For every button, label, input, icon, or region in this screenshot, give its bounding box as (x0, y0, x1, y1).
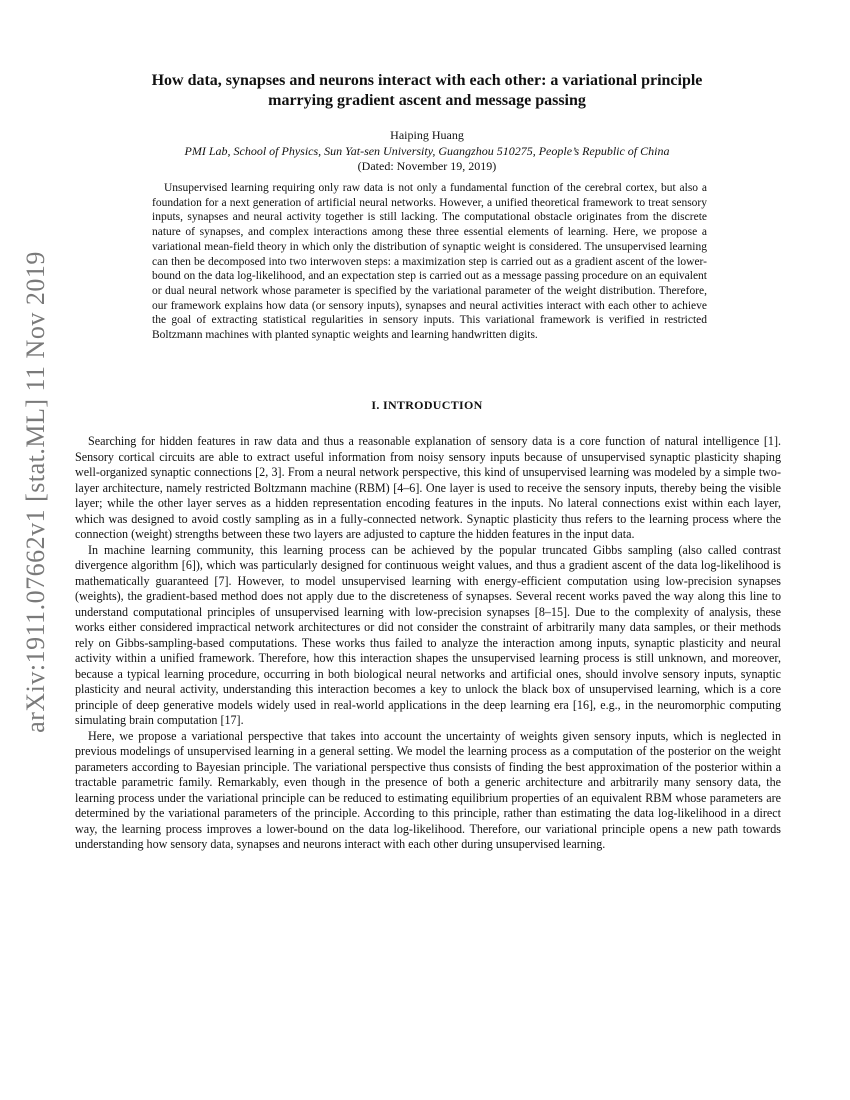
paragraph-1: Searching for hidden features in raw data and thus a reasonable explanation of sensory data is a core function of natural intelligence [1]. Sensory cortical circuits are able to extract useful information from noisy sensory inputs because of unsupervised synaptic plasticity shaping well-organized synaptic connections [2, 3]. From a neural network perspective, this kind of unsupervised learning was modeled by a simple two-layer architecture, namely restricted Boltzmann machine (RBM) [4–6]. One layer is used to receive the sensory inputs, thereby being the visible layer; while the other layer serves as a hidden representation encoding features in the inputs. No lateral connections exist within each layer, which was designed to avoid costly sampling as in a fully-connected network. Synaptic plasticity thus refers to the learning process where the connection (weight) strengths between these two layers are adjusted to capture the hidden features in the input data. (75, 434, 781, 541)
title-line-2: marrying gradient ascent and message passing (268, 92, 586, 109)
paragraph-3: Here, we propose a variational perspective that takes into account the uncertainty of weights given sensory inputs, which is neglected in previous modelings of unsupervised learning in a general setting. We model the learning process as a computation of the posterior on the weight parameters according to Bayesian principle. The variational perspective thus consists of finding the best approximation of the posterior within a tractable parametric family. Remarkably, even though in the presence of both a generic architecture and arbitrarily many sensory data, the learning process under the variational principle can be reduced to estimating equilibrium properties of an equivalent RBM whose parameters are determined by the variational parameters of the principle. According to this principle, rather than estimating the data log-likelihood in a direct way, the learning process improves a lower-bound on the data log-likelihood. Therefore, our variational principle opens a new path towards understanding how sensory data, synapses and neurons interact with each other during unsupervised learning. (75, 728, 781, 851)
arxiv-sidebar-stamp (16, 251, 56, 733)
arxiv-identifier: arXiv:1911.07662v1 [stat.ML] 11 Nov 2019 (21, 251, 51, 733)
paragraph-2: In machine learning community, this learning process can be achieved by the popular truncated Gibbs sampling (also called contrast divergence algorithm [6]), which was particularly designed for continuous weight values, and thus a gradient ascent of the data log-likelihood is mathematically guaranteed [7]. However, to model unsupervised learning with energy-efficient computation using low-precision synapses (weights), the gradient-based method does not apply due to the discreteness of synapses. Several recent works paved the way along this line to understand computational principles of unsupervised learning with low-precision synapses [8–15]. Due to the complexity of analysis, these works either considered impractical network architectures or did not consider the constraint of arbitrarily many data samples, or their methods rely on Gibbs-sampling-based computations. These works thus failed to analyze the interaction among inputs, synaptic plasticity and neural activity within a unified framework. Therefore, how this interaction shapes the unsupervised learning process is still unknown, and moreover, because a typical learning procedure, occurring in both biological neural networks and artificial ones, should involve sensory inputs, synaptic plasticity and neural activity, understanding this interaction becomes a key to unlock the black box of unsupervised learning, which is a core principle of deep generative models widely used in real-world applications in the deep learning era [16], e.g., in the neuromorphic computing simulating brain computation [17]. (75, 542, 781, 727)
section-heading-introduction: I. INTRODUCTION (371, 398, 483, 412)
paper-title (92, 71, 762, 111)
abstract: Unsupervised learning requiring only raw data is not only a fundamental function of the cerebral cortex, but also a foundation for a next generation of artificial neural networks. However, a unified theoretical framework to treat sensory inputs, synapses and neural activity together is still lacking. The computational obstacle originates from the discrete nature of synapses, and complex interactions among these three essential elements of learning. Here, we propose a variational mean-field theory in which only the distribution of synaptic weight is considered. The unsupervised learning can then be decomposed into two interwoven steps: a maximization step is carried out as a gradient ascent of the lower-bound on the data log-likelihood, and an expectation step is carried out as a message passing procedure on an equivalent or dual neural network whose parameter is specified by the variational parameter of the weight distribution. Therefore, our framework explains how data (or sensory inputs), synapses and neural activities interact with each other to achieve the goal of extracting statistical regularities in sensory inputs. This variational framework is verified in restricted Boltzmann machines with planted synaptic weights and learning handwritten digits. (152, 182, 707, 342)
title-line-1: How data, synapses and neurons interact with each other: a variational principle (151, 72, 703, 89)
author-name: Haiping Huang (390, 128, 464, 142)
introduction-body (75, 434, 781, 853)
author-affiliation: PMI Lab, School of Physics, Sun Yat-sen University, Guangzhou 510275, People’s Republic of China (184, 144, 670, 158)
date-line: (Dated: November 19, 2019) (357, 159, 497, 173)
